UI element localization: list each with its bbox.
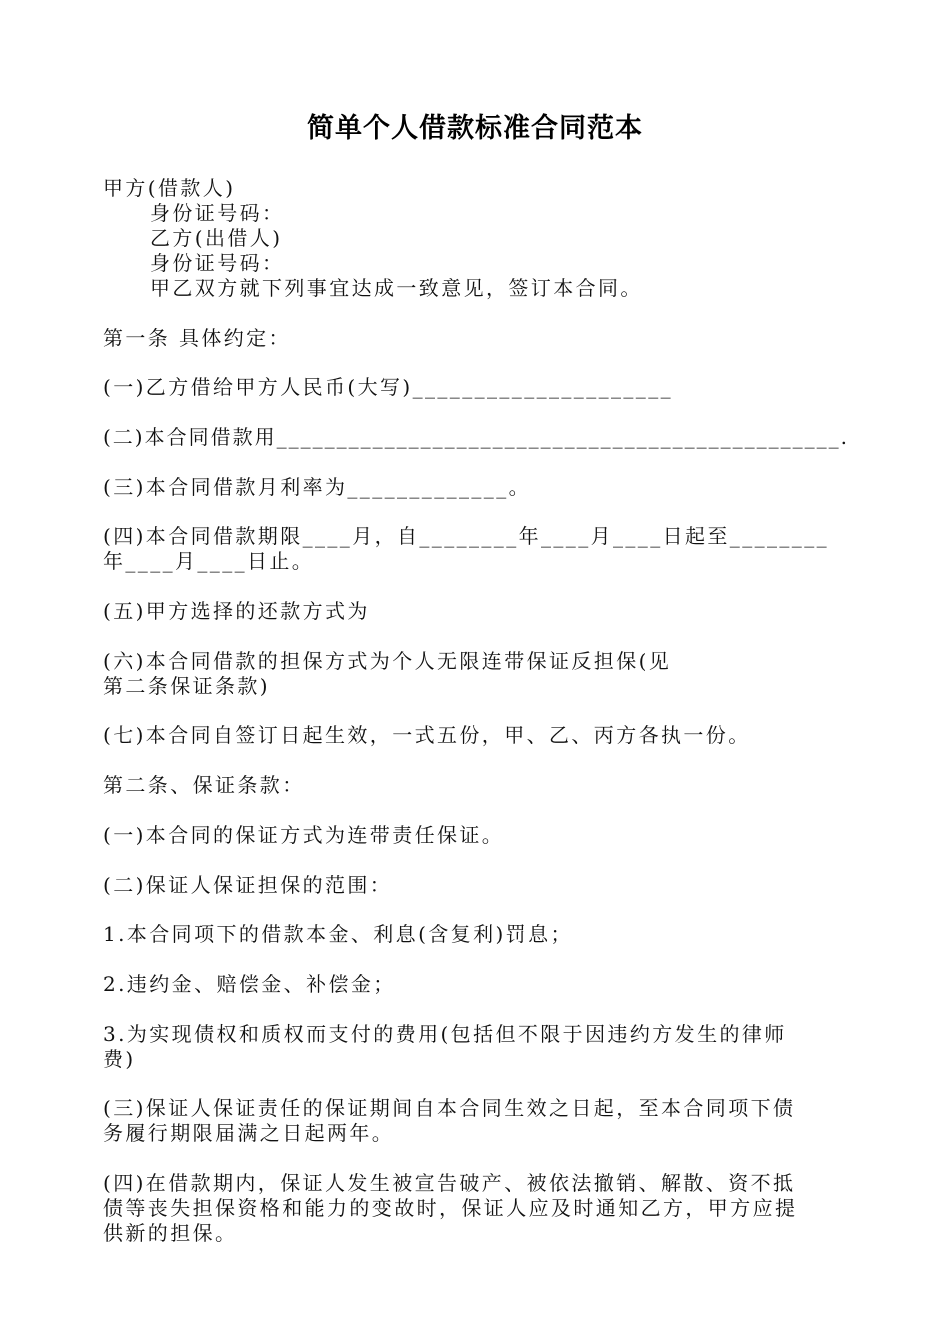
article-2-heading: 第二条、保证条款： xyxy=(103,773,305,797)
article-1-item-5: (五)甲方选择的还款方式为 xyxy=(103,599,370,623)
article-2-subitem-3-line-1: 3.为实现债权和质权而支付的费用(包括但不限于因违约方发生的律师 xyxy=(103,1022,787,1046)
article-1-item-3: (三)本合同借款月利率为_____________。 xyxy=(103,475,532,499)
article-2-item-1: (一)本合同的保证方式为连带责任保证。 xyxy=(103,823,505,847)
article-2-item-3-line-1: (三)保证人保证责任的保证期间自本合同生效之日起，至本合同项下债 xyxy=(103,1096,796,1120)
article-1-heading: 第一条 具体约定： xyxy=(103,326,291,350)
party-a-label: 甲方(借款人) xyxy=(103,176,236,200)
party-b-id-label: 身份证号码： xyxy=(150,251,285,275)
article-2-subitem-3-line-2: 费) xyxy=(103,1047,136,1071)
article-2-item-4-line-3: 供新的担保。 xyxy=(103,1221,238,1245)
document-title: 简单个人借款标准合同范本 xyxy=(307,113,643,144)
party-b-label: 乙方(出借人) xyxy=(150,226,283,250)
party-a-id-label: 身份证号码： xyxy=(150,201,285,225)
article-1-item-7: (七)本合同自签订日起生效，一式五份，甲、乙、丙方各执一份。 xyxy=(103,723,751,747)
article-1-item-1: (一)乙方借给甲方人民币(大写)_____________________ xyxy=(103,375,674,399)
article-2-subitem-1: 1.本合同项下的借款本金、利息(含复利)罚息； xyxy=(103,922,573,946)
agreement-statement: 甲乙双方就下列事宜达成一致意见，签订本合同。 xyxy=(150,276,643,300)
article-1-item-4-line-2: 年____月____日止。 xyxy=(103,549,315,573)
article-2-item-4-line-2: 债等丧失担保资格和能力的变故时，保证人应及时通知乙方，甲方应提 xyxy=(103,1196,798,1220)
article-2-subitem-2: 2.违约金、赔偿金、补偿金； xyxy=(103,972,396,996)
article-1-item-4-line-1: (四)本合同借款期限____月，自________年____月____日起至________ xyxy=(103,524,830,548)
article-2-item-4-line-1: (四)在借款期内，保证人发生被宣告破产、被依法撤销、解散、资不抵 xyxy=(103,1171,796,1195)
article-1-item-2: (二)本合同借款用_______________________________________________. xyxy=(103,425,849,449)
article-1-item-6-line-1: (六)本合同借款的担保方式为个人无限连带保证反担保(见 xyxy=(103,649,672,673)
article-2-item-2: (二)保证人保证担保的范围： xyxy=(103,873,393,897)
article-2-item-3-line-2: 务履行期限届满之日起两年。 xyxy=(103,1121,395,1145)
article-1-item-6-line-2: 第二条保证条款) xyxy=(103,674,271,698)
